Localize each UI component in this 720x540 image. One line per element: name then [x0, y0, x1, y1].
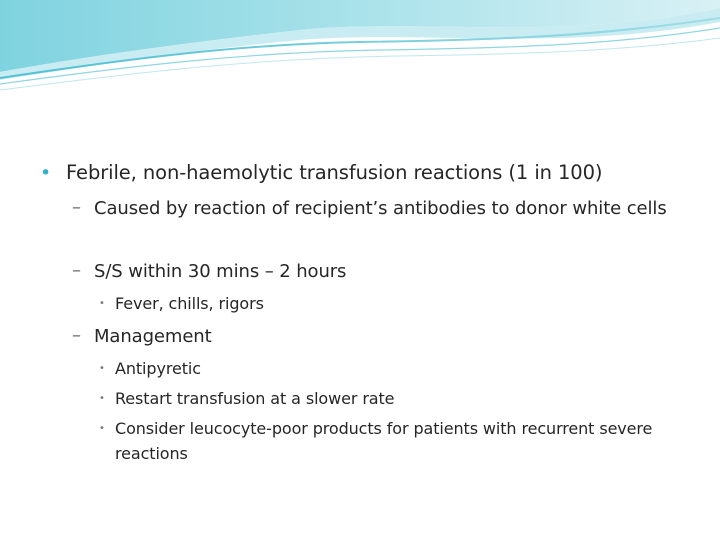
small-bullet-dot: •	[99, 423, 105, 434]
symptom-text: Fever, chills, rigors	[115, 294, 264, 313]
sub-item-text: Management	[94, 326, 212, 347]
sub-item-management	[72, 324, 694, 349]
main-bullet	[40, 160, 706, 186]
sub-item-text: S/S within 30 mins – 2 hours	[94, 261, 347, 282]
sub-item-text: Caused by reaction of recipient’s antibodies to donor white cells	[94, 198, 667, 219]
dash-bullet: –	[72, 260, 81, 281]
management-item	[99, 356, 675, 381]
dash-bullet: –	[72, 197, 81, 218]
management-text: Restart transfusion at a slower rate	[115, 389, 395, 408]
sub-item-symptoms	[72, 259, 694, 284]
main-bullet-text: Febrile, non-haemolytic transfusion reactions (1 in 100)	[66, 161, 603, 184]
symptom-item	[99, 291, 675, 316]
small-bullet-dot: •	[99, 393, 105, 404]
management-text: Antipyretic	[115, 359, 201, 378]
bullet-dot: •	[40, 162, 52, 184]
management-item	[99, 416, 675, 466]
small-bullet-dot: •	[99, 363, 105, 374]
small-bullet-dot: •	[99, 298, 105, 309]
management-item	[99, 386, 675, 411]
dash-bullet: –	[72, 325, 81, 346]
management-text: Consider leucocyte-poor products for patients with recurrent severe reactions	[115, 419, 653, 463]
sub-item-cause	[72, 196, 694, 221]
